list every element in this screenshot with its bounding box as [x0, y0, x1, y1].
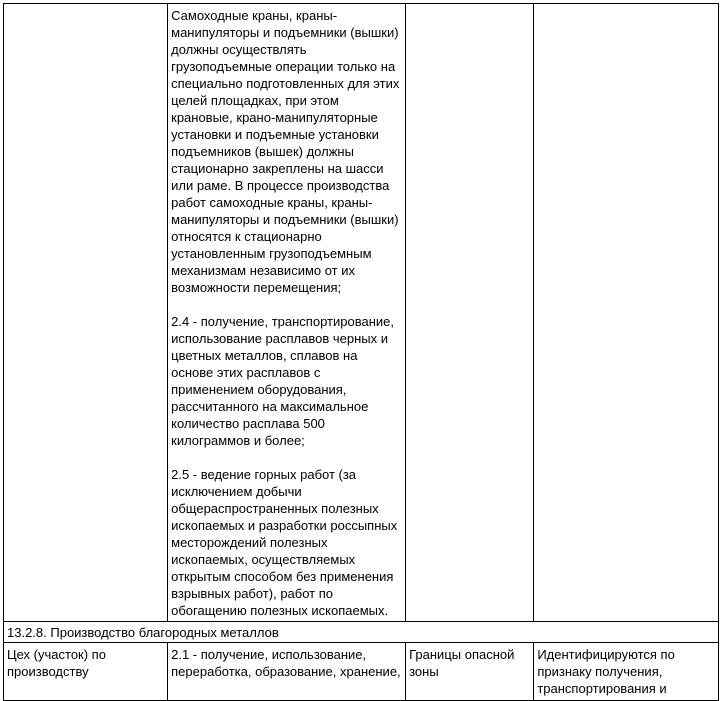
criteria-text: 2.1 - получение, использование, переработка, образование, хранение, [171, 647, 401, 679]
cell-boundaries [406, 643, 534, 701]
cell-criteria [168, 643, 406, 701]
cell-empty-col3 [406, 4, 534, 622]
object-name-text: Цех (участок) по производству [7, 647, 106, 679]
cell-empty-col4 [534, 4, 719, 622]
paragraph-cranes: Самоходные краны, краны-манипуляторы и подъемники (вышки) должны осуществлять грузоподъемные операции только на специально подготовленных для этих целей площадках, при этом крановые, крано-манипуляторные установки и подъемные установки подъемников (вышек) должны стационарно закреплены на шасси или раме. В процессе производства работ самоходные краны, краны-манипуляторы и подъемники (вышки) относятся к стационарно установленным грузоподъемным механизмам независимо от их возможности перемещения; [171, 8, 400, 295]
cell-identification [534, 643, 719, 701]
identification-text: Идентифицируются по признаку получения, транспортирования и [537, 647, 675, 696]
boundaries-text: Границы опасной зоны [409, 647, 515, 679]
section-header-precious-metals: 13.2.8. Производство благородных металлов [4, 622, 719, 643]
hazard-classification-table [3, 3, 719, 701]
cell-object-name [4, 643, 168, 701]
cell-empty-col1 [4, 4, 168, 622]
paragraph-2-5-mining: 2.5 - ведение горных работ (за исключением добычи общераспространенных полезных ископаемых и разработки россыпных месторождений полезных ископаемых, осуществляемых открытым способом без применения взрывных работ), работ по обогащению полезных ископаемых. [171, 467, 398, 618]
table-row-continuation [4, 4, 719, 622]
paragraph-2-4-melts: 2.4 - получение, транспортирование, использование расплавов черных и цветных металлов, сплавов на основе этих расплавов с применением оборудования, рассчитанного на максимальное количество расплава 500 килограммов и более; [171, 314, 394, 448]
table-row-section-header [4, 622, 719, 643]
table-row-precious-metals [4, 643, 719, 701]
cell-criteria-continuation [168, 4, 406, 622]
